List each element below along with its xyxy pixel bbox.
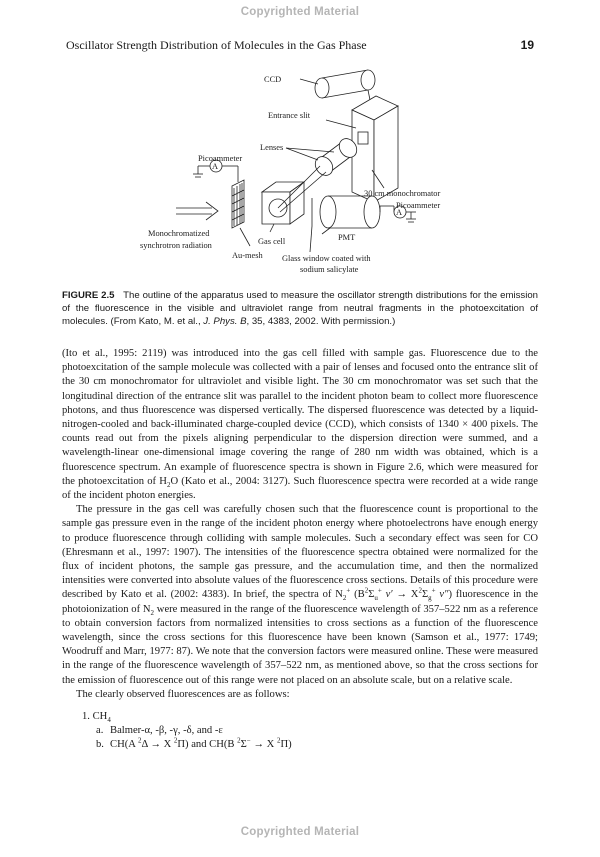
monochromator-box bbox=[352, 96, 398, 202]
list-item-1b-part-2: Δ → X bbox=[141, 739, 174, 751]
label-picoammeter-left: Picoammeter bbox=[198, 154, 243, 163]
label-gas-cell: Gas cell bbox=[258, 237, 286, 246]
ammeter-icon-left: A bbox=[212, 162, 219, 171]
gas-cell-cube bbox=[262, 166, 326, 224]
page-number: 19 bbox=[520, 38, 534, 52]
pmt-cylinder bbox=[320, 196, 380, 228]
body-text bbox=[62, 347, 538, 753]
label-glass-2: sodium salicylate bbox=[300, 265, 359, 274]
paragraph-2-b: fluorescence in the photoionization of N bbox=[62, 589, 539, 615]
list-item-1 bbox=[82, 710, 538, 724]
list-item-1-number: 1. bbox=[82, 711, 90, 723]
apparatus-figure bbox=[0, 62, 600, 282]
caption-label: FIGURE 2.5 bbox=[62, 290, 115, 301]
label-au-mesh: Au-mesh bbox=[232, 251, 263, 260]
label-picoammeter-right: Picoammeter bbox=[396, 201, 441, 210]
ammeter-icon-right: A bbox=[396, 208, 403, 217]
label-glass-1: Glass window coated with bbox=[282, 254, 371, 263]
watermark-top: Copyrighted Material bbox=[240, 6, 360, 18]
label-ccd: CCD bbox=[264, 75, 282, 84]
list-item-1b-part-6: Π) bbox=[280, 739, 292, 751]
figure-caption bbox=[62, 289, 538, 329]
paragraph-2-a: The pressure in the gas cell was carefully chosen such that the fluorescence count is proportional to the sample gas pressure even in the range of the incident photon energy where photoelectrons have enough energy to produce fluorescence through colliding with sample molecules. Such a secondary effect was seen for CO (Ehresmann et al., 1997: 1907). The intensities of the fluorescence spectra obtained were normalized for the flux of incident photons, the sample gas pressure, and the accumulation time, and then the normalized intensities were converted into absolute values of the fluorescence cross sections. Details of this procedure were described by Kato et al. (2002: 4383). In brief, the spectra of N bbox=[62, 504, 538, 601]
list-item-1a-text: Balmer-α, -β, -γ, -δ, and -ε bbox=[110, 725, 223, 737]
label-radiation-1: Monochromatized bbox=[148, 229, 210, 238]
paragraph-2-c: were measured in the range of the fluorescence wavelength of 357–522 nm as a reference to obtain conversion factors from normalized intensities to cross sections as a function of the fluorescence wavelength, since the cross sections for this fluorescence have been known (Samson et al., 1977: 1749; Woodruff and Marr, 1977: 87). We note that the conversion factors were measured online. These were measured in the range of the fluorescence wavelength of 357–522 nm, as mentioned above, so that the cross sections for the emission of fluorescence out of this range were not placed on an absolute scale, but on a relative scale. bbox=[62, 603, 538, 686]
list-item-1-label: CH bbox=[92, 711, 108, 723]
label-entrance-slit: Entrance slit bbox=[268, 111, 311, 120]
paragraph-2: The pressure in the gas cell was carefully chosen such that the fluorescence count is proportional to the sample gas pressure even in the range of the incident photon energy where photoelectrons have enough energy to produce fluorescence through colliding with sample molecules. Such a secondary effect was seen for CO (Ehresmann et al., 1997: 1907). The intensities of the fluorescence spectra obtained were normalized for the flux of incident photons, the sample gas pressure, and the accumulation time, and then the normalized intensities were converted into absolute values of the fluorescence cross sections. Details of this procedure were described by Kato et al. (2002: 4383). In brief, the spectra of $N_2^+$ ($B^2\Sigma_u^+$ $v' \to X^2\Sigma_g^+$ v″) fluorescence in the photoionization of $N_2$ were measured in the range of the fluorescence wavelength of 357–522 nm as a reference to obtain conversion factors from normalized intensities to cross sections as a function of the fluorescence wavelength, since the cross sections for this fluorescence have been known (Samson et al., 1977: 1749; Woodruff and Marr, 1977: 87). We note that the conversion factors were measured online. These were measured in the range of the fluorescence wavelength of 357–522 nm, as mentioned above, so that the cross sections for the emission of fluorescence out of this range were not placed on an absolute scale, but on a relative scale. bbox=[62, 504, 539, 686]
label-monochromator: 30 cm monochromator bbox=[364, 189, 441, 198]
list-item-1b-part-5: → X bbox=[250, 739, 277, 751]
list-item-1b-letter: b. bbox=[96, 739, 104, 751]
au-mesh bbox=[232, 180, 244, 228]
label-pmt: PMT bbox=[338, 233, 356, 242]
watermark-bottom: Copyrighted Material bbox=[240, 826, 360, 838]
list-item-1a-letter: a. bbox=[96, 725, 104, 737]
paragraph-1-sub: 2 bbox=[166, 480, 171, 489]
list-item-1a bbox=[96, 724, 538, 738]
list-item-1-sub: 4 bbox=[107, 716, 111, 725]
paragraph-1-end: O (Kato et al., 2004: 3127). Such fluorescence spectra were recorded at a wide range of the incident photon energies. bbox=[62, 475, 538, 502]
list-item-1b: b. CH(A $^2$Δ → X $^2$Π) and CH(B $^2$Σ− → X $^2$Π) bbox=[96, 738, 538, 752]
caption-text-end: , 35, 4383, 2002. With permission.) bbox=[246, 316, 396, 328]
fluorescence-list bbox=[82, 710, 538, 753]
paragraph-1 bbox=[62, 347, 538, 503]
radiation-arrow bbox=[176, 202, 218, 220]
list-item-1b-part-1: CH(A bbox=[110, 739, 138, 751]
caption-text: The outline of the apparatus used to measure the oscillator strength distributions for the emission of the fluorescence in the visible and ultraviolet range from neutral fragments in the photoexcitation of molecules. (From Kato, M. et al., bbox=[62, 290, 538, 328]
paragraph-1-text: (Ito et al., 1995: 2119) was introduced into the gas cell filled with sample gas. Fluorescence due to the photoexcitation of the sample molecule was collected with a pair of lenses and focused onto the entrance slit of the 30 cm monochromator for ultraviolet and visible light. The 30 cm monochromator was set such that the longitudinal direction of the entrance slit was parallel to the incident photon beam to collect more fluorescence photons, and thus fluorescence was dispersed vertically. The dispersed fluorescence was detected by a liquid-nitrogen-cooled and back-illuminated charge-coupled device (CCD), which consists of 1340 × 400 pixels. The counts read out from the pixels aligning perpendicular to the dispersion direction were summed, and a wavelength-linear one-dimensional image covering the range of 280 nm width was obtained, which is a fluorescence spectrum. An example of fluorescence spectra is shown in Figure 2.6, which were measured for the photoexcitation of H bbox=[62, 348, 538, 487]
label-radiation-2: synchrotron radiation bbox=[140, 241, 212, 250]
label-lenses: Lenses bbox=[260, 143, 284, 152]
running-title: Oscillator Strength Distribution of Molecules in the Gas Phase bbox=[66, 38, 367, 52]
paragraph-3: The clearly observed fluorescences are as follows: bbox=[76, 688, 290, 700]
caption-journal: J. Phys. B bbox=[203, 316, 247, 328]
list-item-1b-part-3: Π) and CH(B bbox=[177, 739, 238, 751]
list-item-1b-part-4: Σ bbox=[240, 739, 247, 751]
